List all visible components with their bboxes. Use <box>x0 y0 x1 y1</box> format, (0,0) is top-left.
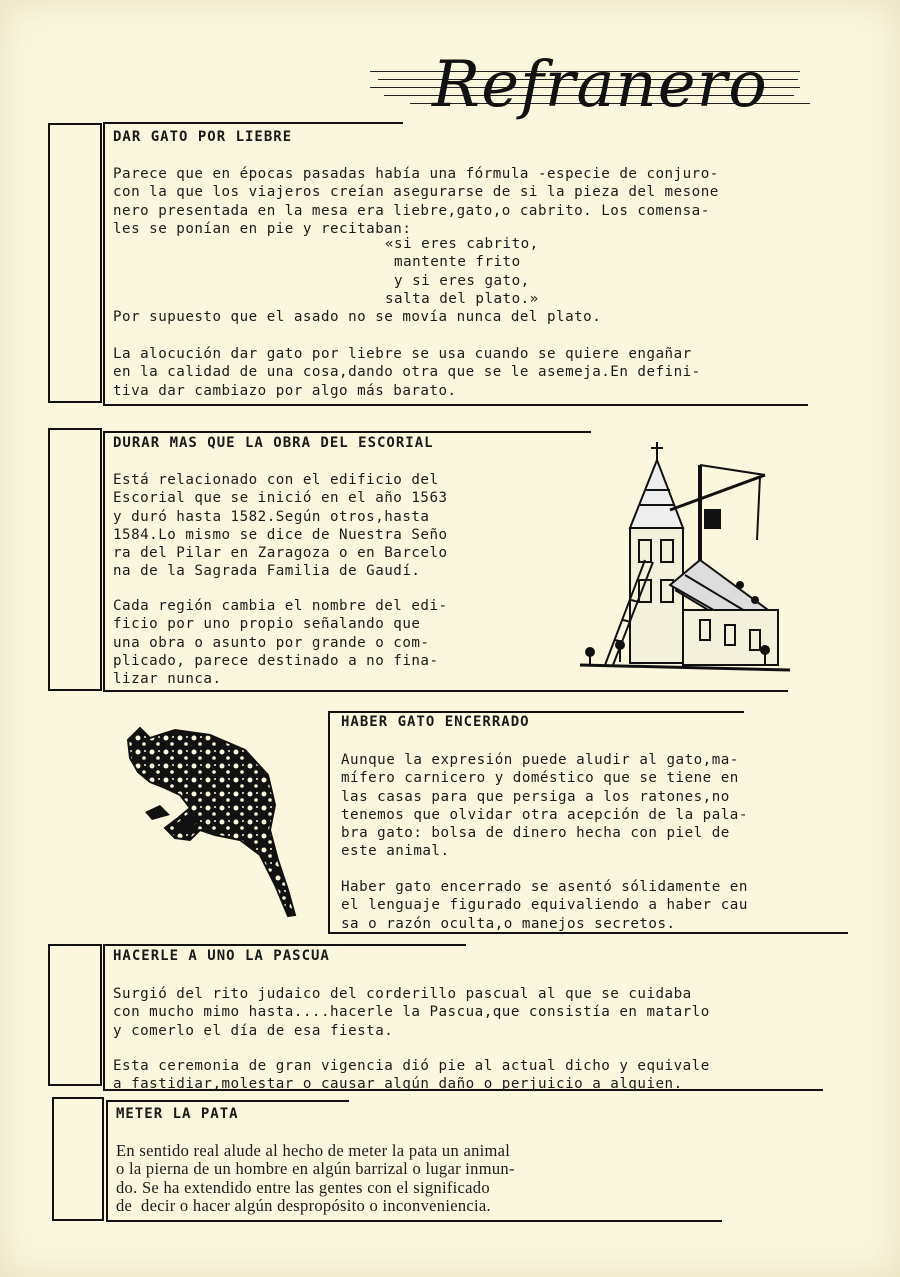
title-block <box>370 45 800 130</box>
section-paragraph: Aunque la expresión puede aludir al gato,ma- mífero carnicero y doméstico que se tiene en las casas para que persiga a los ratones,no tenemos que olvidar otra acepción de la pala- bra gato: bolsa de dinero hecha con piel de este animal. <box>341 752 748 860</box>
section-bracket-left <box>103 123 105 405</box>
section-tab <box>52 1097 104 1221</box>
section-heading: DAR GATO POR LIEBRE <box>113 129 293 145</box>
church-construction-illustration <box>575 440 795 675</box>
section-bracket-top <box>328 711 744 713</box>
section-paragraph: Haber gato encerrado se asentó sólidamente en el lenguaje figurado equivaliendo a haber cau sa o razón oculta,o manejos secretos. <box>341 879 748 932</box>
section-tab <box>48 123 102 403</box>
section-paragraph: Surgió del rito judaico del corderillo pascual al que se cuidaba con mucho mimo hasta....hacerle la Pascua,que consistía en matarlo y comerlo el día de esa fiesta. <box>113 986 710 1039</box>
section-paragraph: Cada región cambia el nombre del edi- ficio por uno propio señalando que una obra o asunto por grande o com- plicado, parece destinado a no fina- lizar nunca. <box>113 598 448 688</box>
section-paragraph: En sentido real alude al hecho de meter la pata un animal o la pierna de un hombre en algún barrizal o lugar inmun- do. Se ha extendido entre las gentes con el significado de decir o hacer algún despropósito o inconveniencia. <box>116 1141 515 1215</box>
section-heading: DURAR MAS QUE LA OBRA DEL ESCORIAL <box>113 435 434 451</box>
section-bracket-top <box>103 944 466 946</box>
section-bracket-top <box>103 431 591 433</box>
section-heading: METER LA PATA <box>116 1106 239 1122</box>
section-verse: «si eres cabrito, mantente frito y si eres gato, salta del plato.» <box>385 236 539 307</box>
section-paragraph: Por supuesto que el asado no se movía nunca del plato. <box>113 309 602 325</box>
cat-illustration <box>120 720 310 920</box>
section-bracket-left <box>328 711 330 933</box>
section-bracket-bottom <box>106 1220 722 1222</box>
section-bracket-top <box>106 1100 349 1102</box>
section-tab <box>48 944 102 1086</box>
section-bracket-bottom <box>103 404 808 406</box>
section-bracket-top <box>103 122 403 124</box>
section-paragraph: La alocución dar gato por liebre se usa cuando se quiere engañar en la calidad de una cosa,dando otra que se le asemeja.En defini- tiva dar cambiazo por algo más barato. <box>113 346 701 399</box>
section-paragraph: Esta ceremonia de gran vigencia dió pie al actual dicho y equivale a fastidiar,molestar o causar algún daño o perjuicio a alguien. <box>113 1058 710 1093</box>
section-bracket-left <box>106 1100 108 1221</box>
section-bracket-bottom <box>103 690 788 692</box>
section-heading: HACERLE A UNO LA PASCUA <box>113 948 330 964</box>
section-heading: HABER GATO ENCERRADO <box>341 714 530 730</box>
section-bracket-left <box>103 944 105 1089</box>
page-title: Refranero <box>432 48 768 122</box>
section-paragraph: Parece que en épocas pasadas había una fórmula -especie de conjuro- con la que los viajeros creían asegurarse de si la pieza del mesone nero presentada en la mesa era liebre,gato,o cabrito. Los comensa- les se ponían en pie y recitaban: <box>113 166 719 237</box>
section-tab <box>48 428 102 691</box>
section-paragraph: Está relacionado con el edificio del Escorial que se inició en el año 1563 y duró hasta 1582.Según otros,hasta 1584.Lo mismo se dice de Nuestra Seño ra del Pilar en Zaragoza o en Barcelo na de la Sagrada Familia de Gaudí. <box>113 472 448 580</box>
section-bracket-left <box>103 431 105 691</box>
